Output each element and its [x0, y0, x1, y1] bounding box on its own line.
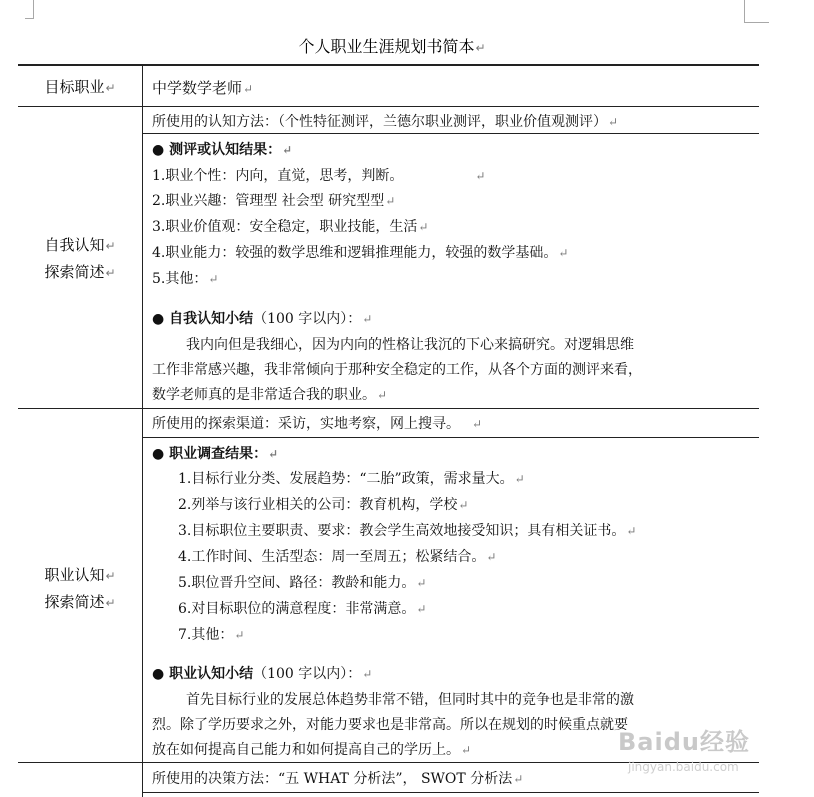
career-result-item: 2.列举与该行业相关的公司：教育机构，学校↵	[178, 497, 469, 513]
baidu-watermark: Baidu经验	[618, 728, 750, 756]
career-summary-line: 放在如何提高自己能力和如何提高自己的学历上。↵	[152, 742, 472, 758]
career-result-item: 4.工作时间、生活型态：周一至周五；松紧结合。↵	[178, 549, 497, 565]
page-title: 个人职业生涯规划书简本↵	[298, 37, 486, 56]
career-summary-line: 首先目标行业的发展总体趋势非常不错，但同时其中的竞争也是非常的激	[186, 692, 634, 708]
self-cognition-label: 自我认知↵ 探索简述↵	[44, 236, 116, 281]
self-results-heading: ● 测评或认知结果：↵	[152, 142, 293, 158]
self-result-item: 2.职业兴趣：管理型 社会型 研究型型↵	[152, 193, 396, 209]
page-corner-mark	[25, 0, 34, 19]
table-row-divider	[18, 408, 759, 409]
career-result-item: 3.目标职位主要职责、要求：教会学生高效地接受知识；具有相关证书。↵	[178, 523, 637, 539]
baidu-watermark-url: jingyan.baidu.com	[628, 760, 739, 774]
career-result-item: 7.其他：↵	[178, 627, 245, 643]
career-summary-line: 烈。除了学历要求之外，对能力要求也是非常高。所以在规划的时候重点就要	[152, 717, 628, 733]
self-summary-line: 数学老师真的是非常适合我的职业。↵	[152, 387, 388, 403]
self-summary-heading: ● 自我认知小结（100 字以内）：↵	[152, 311, 373, 327]
career-result-item: 5.职位晋升空间、路径：教龄和能力。↵	[178, 575, 427, 591]
career-summary-heading: ● 职业认知小结（100 字以内）：↵	[152, 666, 373, 682]
self-result-item: 5.其他：↵	[152, 271, 219, 287]
table-column-divider	[142, 65, 143, 797]
table-cell-divider	[143, 133, 759, 134]
target-career-label: 目标职业↵	[44, 78, 116, 96]
self-result-item: 1.职业个性：内向，直觉，思考，判断。 ↵	[152, 168, 486, 184]
self-result-item: 4.职业能力：较强的数学思维和逻辑推理能力，较强的数学基础。↵	[152, 245, 569, 261]
career-results-heading: ● 职业调查结果：↵	[152, 446, 279, 462]
self-summary-line: 工作非常感兴趣，我非常倾向于那种安全稳定的工作，从各个方面的测评来看，	[152, 362, 642, 378]
table-cell-divider	[143, 792, 759, 793]
decision-method-text: 所使用的决策方法：“五 WHAT 分析法”， SWOT 分析法↵	[152, 771, 524, 787]
career-cognition-label: 职业认知↵ 探索简述↵	[44, 566, 116, 611]
self-summary-line: 我内向但是我细心，因为内向的性格让我沉的下心来搞研究。对逻辑思维	[186, 337, 634, 353]
career-result-item: 6.对目标职位的满意程度：非常满意。↵	[178, 601, 427, 617]
target-career-value: 中学数学老师↵	[152, 79, 254, 97]
table-row-divider	[18, 106, 759, 107]
career-channels-text: 所使用的探索渠道：采访，实地考察，网上搜寻。 ↵	[152, 416, 483, 432]
self-result-item: 3.职业价值观：安全稳定，职业技能，生活↵	[152, 219, 429, 235]
table-top-border	[18, 64, 759, 66]
self-method-text: 所使用的认知方法：（个性特征测评，兰德尔职业测评，职业价值观测评）↵	[152, 114, 619, 130]
page-corner-mark	[744, 0, 769, 23]
career-result-item: 1.目标行业分类、发展趋势：“二胎”政策，需求量大。↵	[178, 471, 525, 487]
table-cell-divider	[143, 437, 759, 438]
